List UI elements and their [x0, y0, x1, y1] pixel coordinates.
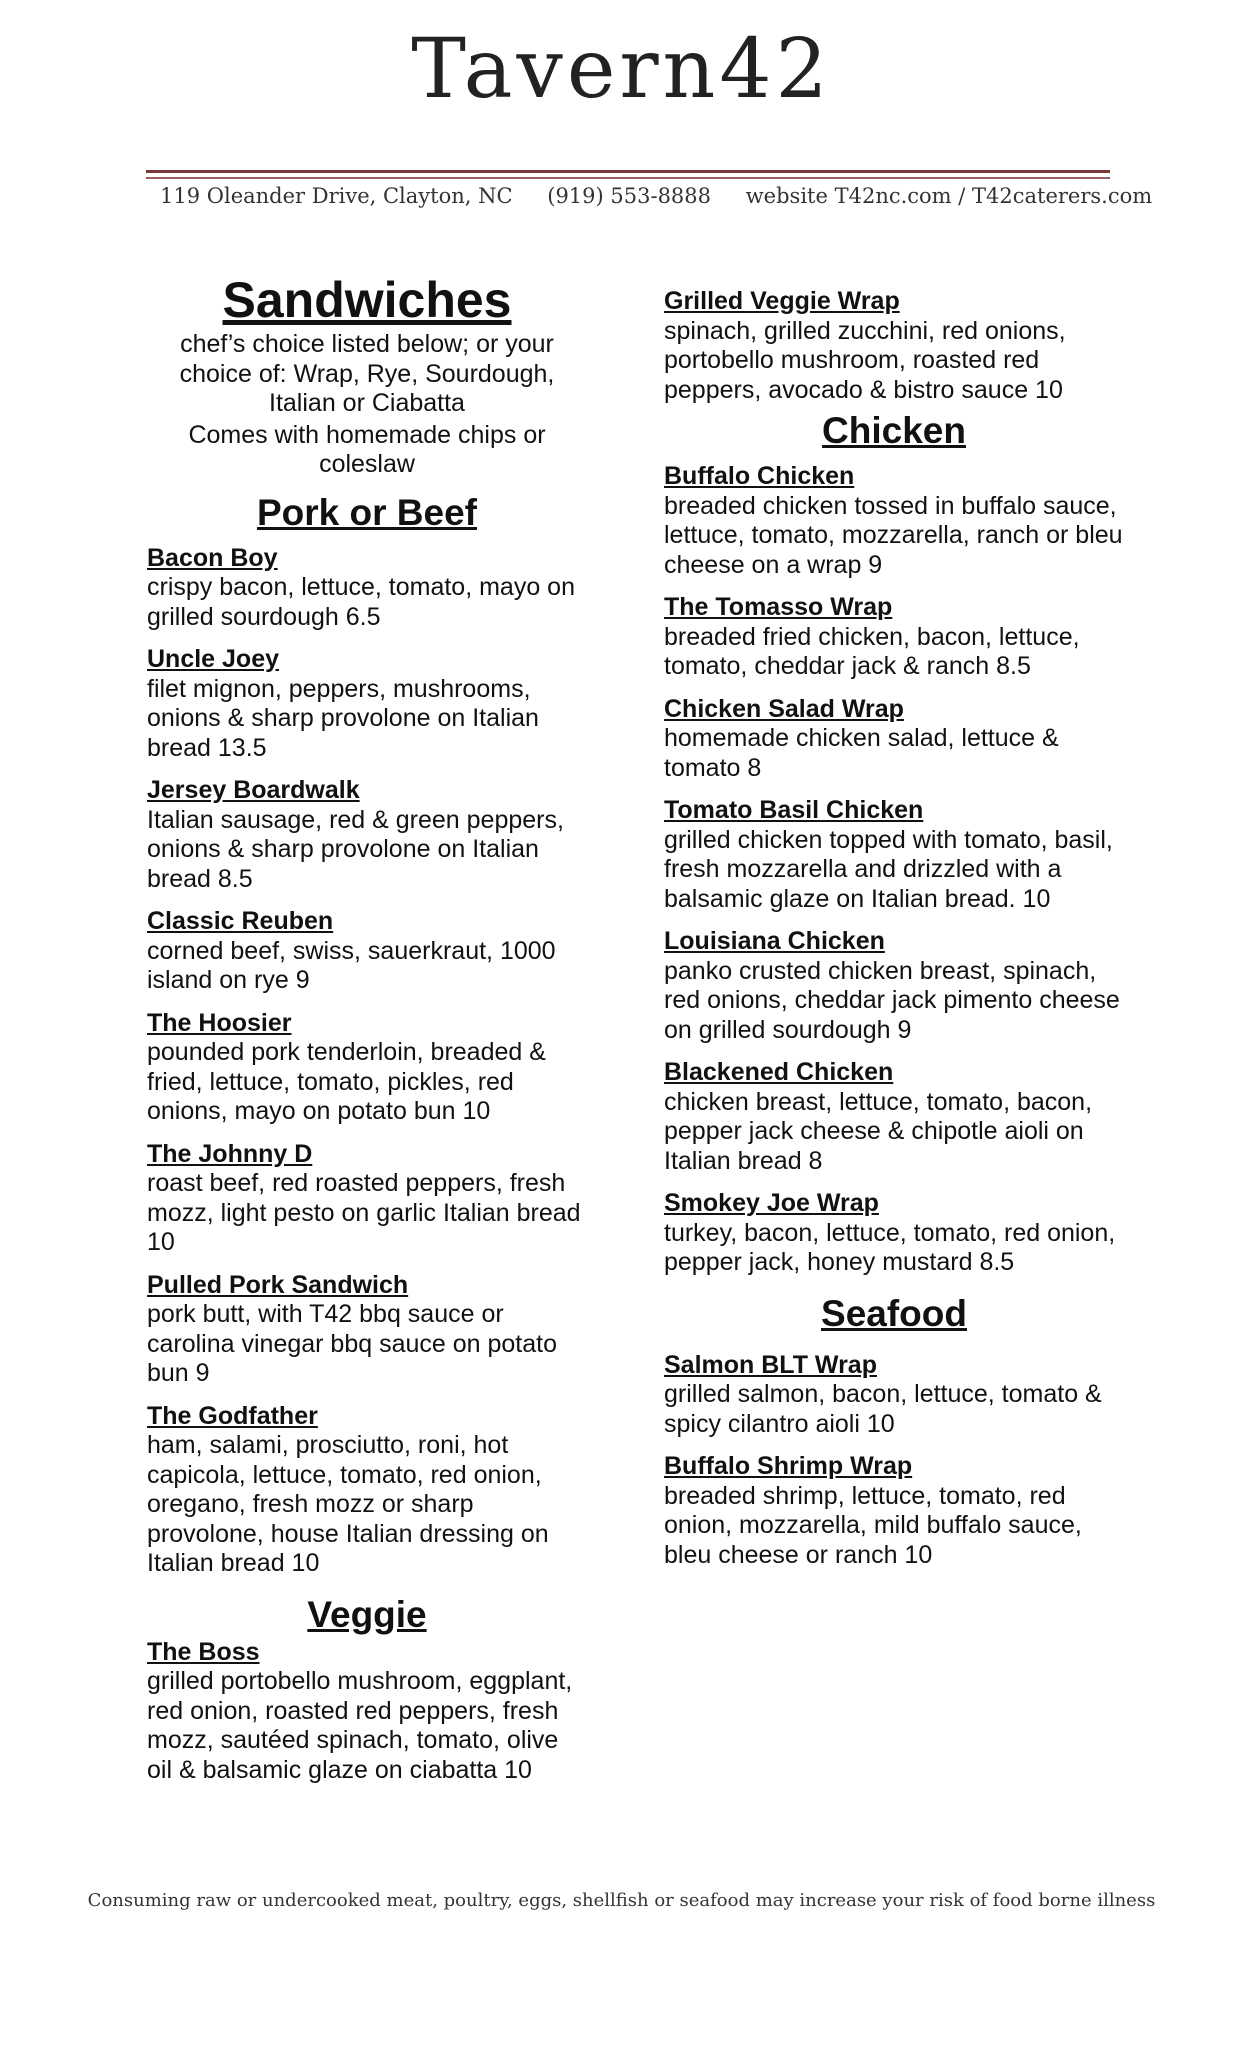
menu-item — [664, 796, 1124, 914]
item-name: Buffalo Chicken — [664, 462, 855, 490]
item-name: Smokey Joe Wrap — [664, 1189, 879, 1217]
item-description: ham, salami, prosciutto, roni, hot capicola, lettuce, tomato, red onion, oregano, fresh mozz or sharp provolone, house Italian dressing on Italian bread 10 — [147, 1431, 549, 1577]
sandwiches-sides-note: Comes with homemade chips or coleslaw — [188, 420, 546, 478]
website-text: website T42nc.com / T42caterers.com — [745, 184, 1153, 208]
item-name: Salmon BLT Wrap — [664, 1350, 877, 1379]
menu-item — [664, 1351, 1124, 1440]
item-name: Grilled Veggie Wrap — [664, 287, 900, 315]
sandwiches-title: Sandwiches — [222, 272, 512, 328]
menu-item — [664, 927, 1124, 1045]
contact-line — [146, 184, 1153, 208]
menu-item — [147, 544, 587, 633]
item-description: panko crusted chicken breast, spinach, red onions, cheddar jack pimento cheese on grilled sourdough 9 — [664, 956, 1120, 1044]
item-name: Uncle Joey — [147, 645, 280, 673]
section-title-chicken: Chicken — [822, 410, 966, 451]
menu-item — [664, 695, 1124, 784]
header-divider — [146, 170, 1110, 173]
item-description: pork butt, with T42 bbq sauce or carolina vinegar bbq sauce on potato bun 9 — [147, 1300, 558, 1387]
item-name: Louisiana Chicken — [664, 927, 885, 955]
item-description: Italian sausage, red & green peppers, onions & sharp provolone on Italian bread 8.5 — [147, 805, 564, 893]
item-description: grilled salmon, bacon, lettuce, tomato & spicy cilantro aioli 10 — [664, 1380, 1102, 1438]
menu-item — [664, 1058, 1124, 1176]
item-description: turkey, bacon, lettuce, tomato, red onion, pepper jack, honey mustard 8.5 — [664, 1218, 1116, 1276]
item-description: corned beef, swiss, sauerkraut, 1000 island on rye 9 — [147, 936, 556, 994]
left-column — [147, 272, 587, 1798]
menu-item — [147, 1009, 587, 1127]
header-divider-thin — [146, 177, 1110, 179]
menu-item — [664, 1189, 1124, 1278]
item-description: filet mignon, peppers, mushrooms, onions & sharp provolone on Italian bread 13.5 — [147, 674, 539, 762]
item-description: roast beef, red roasted peppers, fresh mozz, light pesto on garlic Italian bread 10 — [147, 1169, 581, 1256]
menu-item — [147, 645, 587, 763]
section-title-veggie: Veggie — [307, 1593, 427, 1635]
item-description: breaded chicken tossed in buffalo sauce, lettuce, tomato, mozzarella, ranch or bleu cheese on a wrap 9 — [664, 491, 1123, 579]
item-name: The Johnny D — [147, 1139, 313, 1168]
item-description: crispy bacon, lettuce, tomato, mayo on grilled sourdough 6.5 — [147, 573, 575, 631]
item-description: chicken breast, lettuce, tomato, bacon, pepper jack cheese & chipotle aioli on Italian bread 8 — [664, 1087, 1093, 1175]
menu-item — [147, 907, 587, 996]
menu-item — [664, 287, 1124, 405]
item-name: Jersey Boardwalk — [147, 776, 360, 804]
menu-item — [664, 1452, 1124, 1570]
item-name: Pulled Pork Sandwich — [147, 1270, 409, 1299]
menu-item — [147, 1271, 587, 1389]
menu-item — [147, 1638, 587, 1786]
menu-item — [147, 1140, 587, 1258]
item-name: Tomato Basil Chicken — [664, 796, 924, 824]
restaurant-logo: Tavern42 — [411, 22, 832, 117]
item-name: Blackened Chicken — [664, 1058, 894, 1086]
sandwiches-intro: chef’s choice listed below; or your choice of: Wrap, Rye, Sourdough, Italian or Ciabatta — [179, 330, 555, 417]
item-description: homemade chicken salad, lettuce & tomato 8 — [664, 724, 1059, 782]
item-name: The Godfather — [147, 1401, 318, 1430]
item-name: The Tomasso Wrap — [664, 593, 893, 621]
menu-item — [147, 1402, 587, 1579]
item-description: pounded pork tenderloin, breaded & fried, lettuce, tomato, pickles, red onions, mayo on potato bun 10 — [147, 1038, 546, 1125]
menu-item — [664, 462, 1124, 580]
item-name: The Hoosier — [147, 1008, 292, 1037]
menu-item — [147, 776, 587, 894]
item-description: breaded shrimp, lettuce, tomato, red onion, mozzarella, mild buffalo sauce, bleu cheese or ranch 10 — [664, 1481, 1082, 1569]
item-name: Bacon Boy — [147, 543, 278, 572]
section-title-seafood: Seafood — [821, 1292, 967, 1334]
item-description: spinach, grilled zucchini, red onions, portobello mushroom, roasted red peppers, avocado & bistro sauce 10 — [664, 316, 1066, 404]
right-column — [664, 287, 1124, 1583]
item-name: Classic Reuben — [147, 907, 334, 935]
item-description: grilled portobello mushroom, eggplant, red onion, roasted red peppers, fresh mozz, sautéed spinach, tomato, olive oil & balsamic glaze on ciabatta 10 — [147, 1667, 573, 1784]
item-name: Buffalo Shrimp Wrap — [664, 1452, 913, 1480]
section-title-pork-beef: Pork or Beef — [256, 491, 477, 533]
menu-item — [664, 593, 1124, 682]
address-text: 119 Oleander Drive, Clayton, NC — [160, 184, 513, 208]
health-disclaimer: Consuming raw or undercooked meat, poultry, eggs, shellfish or seafood may increase your risk of food borne illness — [87, 1890, 1156, 1911]
item-description: grilled chicken topped with tomato, basil, fresh mozzarella and drizzled with a balsamic glaze on Italian bread. 10 — [664, 825, 1113, 913]
item-name: The Boss — [147, 1637, 260, 1666]
phone-text: (919) 553-8888 — [547, 184, 712, 208]
item-name: Chicken Salad Wrap — [664, 694, 904, 723]
item-description: breaded fried chicken, bacon, lettuce, tomato, cheddar jack & ranch 8.5 — [664, 622, 1080, 680]
